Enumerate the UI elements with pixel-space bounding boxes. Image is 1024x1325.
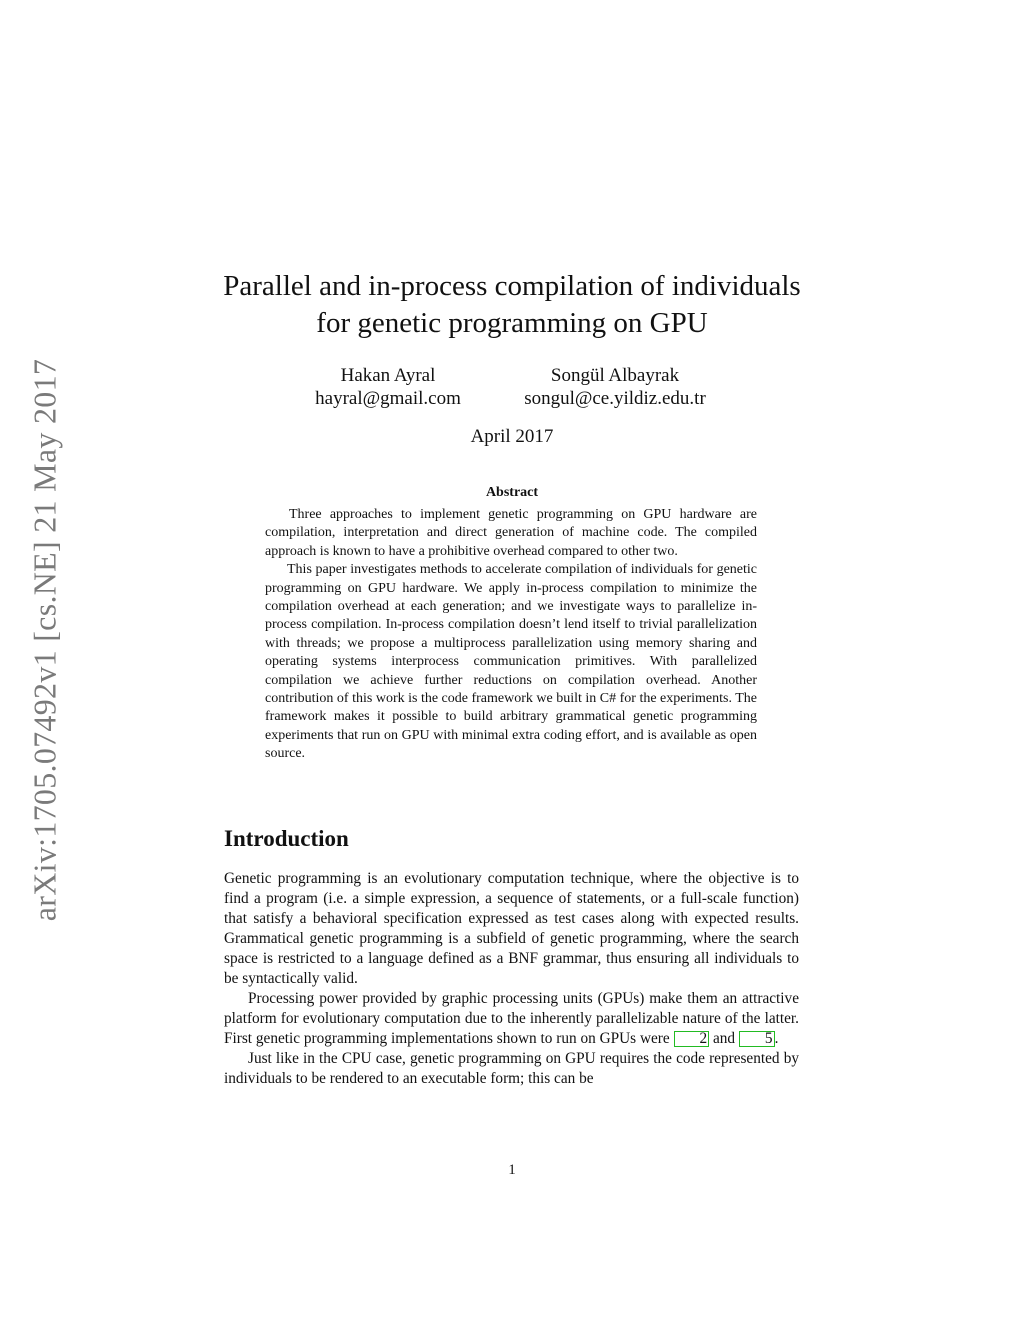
introduction-body: [224, 869, 799, 1089]
abstract-paragraph: This paper investigates methods to accelerate compilation of individuals for genetic programming on GPU hardware. We apply in-process compilation to minimize the compilation overhead at each generation; and we investigate ways to parallelize in-process compilation. In-process compilation doesn’t lend itself to trivial parallelization with threads; we propose a multiprocess parallelization using memory sharing and operating systems interprocess communication primitives. With parallelized compilation we achieve further reductions on compilation overhead. Another contribution of this work is the code framework we built in C# for the experiments. The framework makes it possible to build arbitrary grammatical genetic programming experiments that run on GPU with minimal extra coding effort, and is available as open source.: [265, 562, 757, 762]
paragraph-text: and: [709, 1030, 739, 1047]
author-name: Hakan Ayral: [340, 365, 436, 386]
paper-title: [180, 268, 844, 342]
abstract-paragraph: Three approaches to implement genetic programming on GPU hardware are compilation, interpretation and direct generation of machine code. The compiled approach is known to have a prohibitive overhead compared to other two.: [265, 507, 757, 559]
author-block-1: [288, 364, 488, 410]
citation-link[interactable]: 5: [739, 1031, 775, 1047]
section-heading-introduction: Introduction: [224, 826, 349, 851]
author-name: Songül Albayrak: [550, 365, 680, 386]
author-email: hayral@gmail.com: [315, 388, 461, 409]
paragraph-text: Processing power provided by graphic processing units (GPUs) make them an attractive platform for evolutionary computation due to the inherently parallelizable nature of the latter. First genetic programming implementations shown to run on GPUs were: [224, 990, 799, 1047]
body-paragraph: Genetic programming is an evolutionary computation technique, where the objective is to find a program (i.e. a simple expression, a sequence of statements, or a full-scale function) that satisfy a behavioral specification expressed as test cases along with expected results. Grammatical genetic programming is a subfield of genetic programming, where the search space is restricted to a language defined as a BNF grammar, thus ensuring all individuals to be syntactically valid.: [224, 870, 799, 987]
author-block-2: [500, 364, 730, 410]
title-line-1: Parallel and in-process compilation of individuals: [223, 270, 801, 302]
page-number: 1: [508, 1162, 516, 1178]
author-email: songul@ce.yildiz.edu.tr: [524, 388, 706, 409]
abstract-heading: Abstract: [485, 485, 539, 500]
abstract-body: [265, 506, 757, 764]
citation-link[interactable]: 2: [674, 1031, 710, 1047]
body-paragraph: Just like in the CPU case, genetic programming on GPU requires the code represented by individuals to be rendered to an executable form; this can be: [224, 1050, 799, 1087]
publication-date: April 2017: [470, 426, 554, 447]
arxiv-identifier-stamp: arXiv:1705.07492v1 [cs.NE] 21 May 2017: [26, 358, 63, 922]
title-line-2: for genetic programming on GPU: [316, 307, 708, 339]
body-paragraph: [224, 989, 799, 1049]
paragraph-text: .: [774, 1030, 779, 1047]
